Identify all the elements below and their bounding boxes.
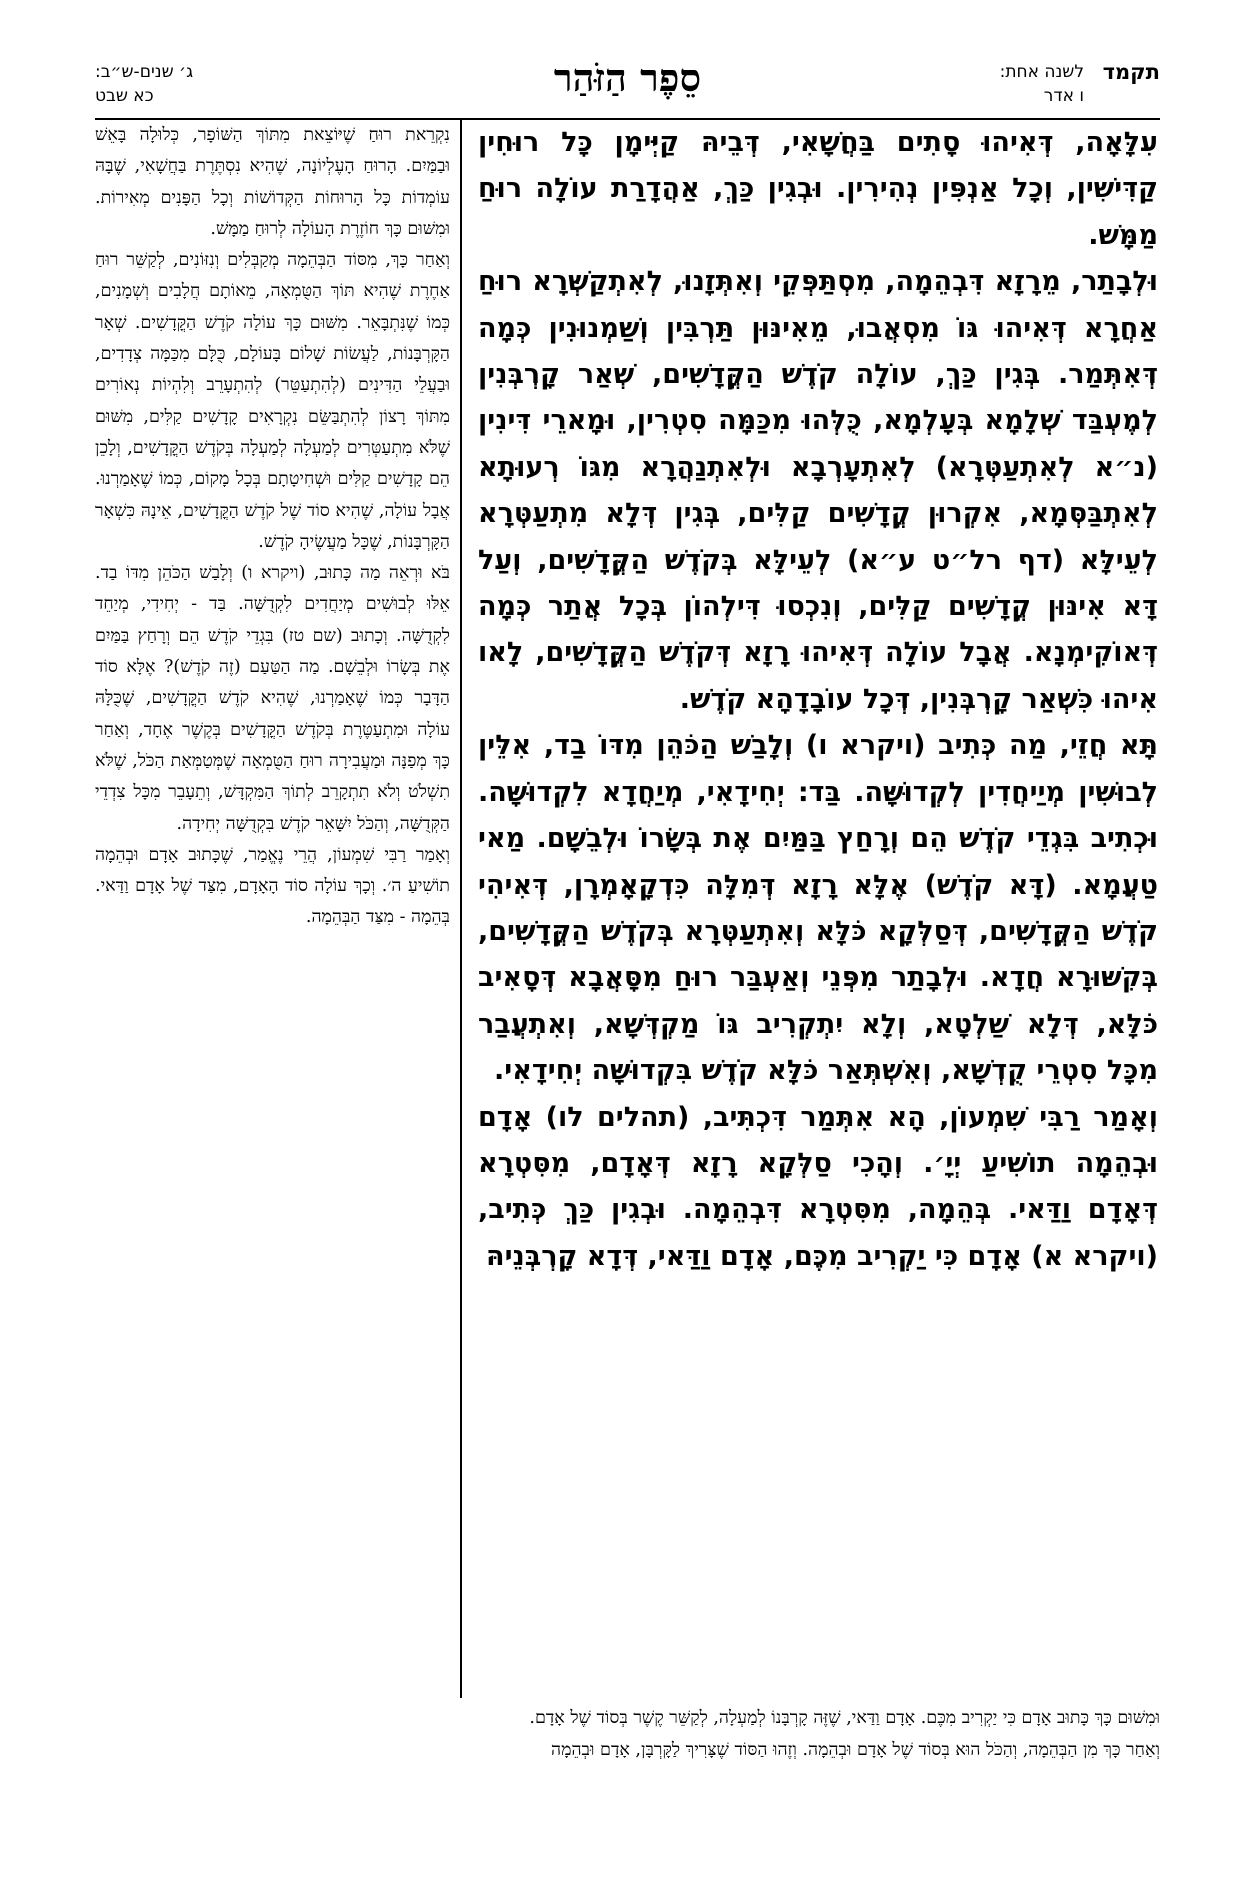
translation-paragraph: בֹּא וּרְאֵה מַה כָּתוּב, (ויקרא ו) וְלָבַשׁ הַכֹּהֵן מִדּוֹ בַד. אֵלּוּ לְבוּשִׁים מְיַחֲדִים לִקְדֻשָּׁה. בַּד - יְחִידִי, מְיַחֵד לִקְדֻשָּׁה. וְכָתוּב (שם טז) בִּגְדֵי קֹדֶשׁ הֵם וְרָחַץ בַּמַּיִם אֶת בְּשָׂרוֹ וּלְבֵשָׁם. מַה הַטַּעַם (זֶה קֹדֶשׁ)? אֶלָּא סוֹד הַדָּבָר כְּמוֹ שֶׁאָמַרְנוּ, שֶׁהִיא קֹדֶשׁ הַקֳּדָשִׁים, שֶׁכֻּלָּהּ עוֹלָה וּמִתְעַטֶּרֶת בְּקֹדֶשׁ הַקֳּדָשִׁים בְּקֶשֶׁר אֶחָד, וְאַחַר כָּךְ מְפַנָּה וּמַעֲבִירָה רוּחַ הַטֻּמְאָה שֶׁמְּטַמְּאַת הַכֹּל, שֶׁלֹּא תִשְׁלֹט וְלֹא תִתְקָרֵב לְתוֹךְ הַמִּקְדָּשׁ, וְתֵעָבֵר מִכָּל צִדְדֵי הַקְּדֻשָּׁה, וְהַכֹּל יִשָּׁאֵר קֹדֶשׁ בִּקְדֻשָּׁה יְחִידָה. — [95, 563, 450, 834]
schedule-line: ג׳ שנים-ש״ב: — [95, 62, 194, 82]
translation-paragraph: וְאָמַר רַבִּי שִׁמְעוֹן, הֲרֵי נֶאֱמַר, שֶׁכָּתוּב אָדָם וּבְהֵמָה תוֹשִׁיעַ ה׳. וְכָךְ עוֹלָה סוֹד הָאָדָם, מִצַּד שֶׁל אָדָם וַדַּאי. בְּהֵמָה - מִצַּד הַבְּהֵמָה. — [95, 844, 450, 928]
page-header — [95, 56, 1160, 116]
translation-paragraph: וְאַחַר כָּךְ, מִסּוֹד הַבְּהֵמָה מְקַבְּלִים וְנִזּוֹנִים, לְקַשֵּׁר רוּחַ אַחֶרֶת שֶׁהִיא תּוֹךְ הַטֻּמְאָה, מֵאוֹתָם חֲלָבִים וְשְׁמָנִים, כְּמוֹ שֶׁנִּתְבָּאֵר. מִשּׁוּם כָּךְ עוֹלָה קֹדֶשׁ הַקֳּדָשִׁים. שְׁאָר הַקָּרְבָּנוֹת, לַעֲשׂוֹת שָׁלוֹם בָּעוֹלָם, כֻּלָּם מִכַּמָּה צְדָדִים, וּבַעֲלֵי הַדִּינִים (לְהִתְעַטֵּר) לְהִתְעָרֵב וְלִהְיוֹת נְאוֹרִים מִתּוֹךְ רָצוֹן לְהִתְבַּשֵּׂם נִקְרָאִים קָדָשִׁים קַלִּים, מִשּׁוּם שֶׁלֹּא מִתְעַטְּרִים לְמַעְלָה לְמַעְלָה בְּקֹדֶשׁ הַקֳּדָשִׁים, וְלָכֵן הֵם קָדָשִׁים קַלִּים וּשְׁחִיטָתָם בְּכָל מָקוֹם, כְּמוֹ שֶׁאָמַרְנוּ. אֲבָל עוֹלָה, שֶׁהִיא סוֹד שֶׁל קֹדֶשׁ הַקֳּדָשִׁים, אֵינָהּ כִּשְׁאָר הַקָּרְבָּנוֹת, שֶׁכָּל מַעֲשֶׂיהָ קֹדֶשׁ. — [95, 250, 450, 552]
schedule-line: לשנה אחת: — [999, 62, 1084, 82]
page-number: תקמד — [1102, 60, 1160, 84]
schedule-date: כא שבט — [95, 86, 154, 106]
main-paragraph: עִלָּאָה, דְּאִיהוּ סָתִים בַּחֲשָׁאִי, דְּבֵיהּ קַיְּימָן כָּל רוּחִין קַדִּישִׁין, וְכָל אַנְפִּין נְהִירִין. וּבְגִין כַּךְ, אַהֲדָרַת עוֹלָה רוּחַ מַמָּשׁ. — [478, 127, 1158, 251]
hebrew-translation-column — [95, 120, 450, 1700]
translation-paragraph: נִקְרֵאת רוּחַ שֶׁיּוֹצֵאת מִתּוֹךְ הַשּׁוֹפָר, כְּלוּלָה בָּאֵשׁ וּבַמַּיִם. הָרוּחַ הָעֶלְיוֹנָה, שֶׁהִיא נִסְתֶּרֶת בַּחֲשָׁאִי, שֶׁבָּהּ עוֹמְדוֹת כָּל הָרוּחוֹת הַקְּדוֹשׁוֹת וְכָל הַפָּנִים מְאִירוֹת. וּמִשּׁוּם כָּךְ חוֹזֶרֶת הָעוֹלָה לְרוּחַ מַמָּשׁ. — [95, 125, 450, 239]
bottom-translation-text — [95, 1702, 1160, 1766]
main-aramaic-column — [478, 120, 1158, 1700]
reading-schedule-three-years — [95, 60, 193, 108]
schedule-date: ו אדר — [1043, 86, 1084, 106]
column-divider — [460, 118, 462, 1698]
main-paragraph: וְאָמַר רַבִּי שִׁמְעוֹן, הָא אִתְּמַר דִּכְתִּיב, (תהלים לו) אָדָם וּבְהֵמָה תוֹשִׁיעַ יְיָ׳. וְהָכִי סַלְּקָא רָזָא דְּאָדָם, מִסִּטְרָא דְּאָדָם וַדַּאי. בְּהֵמָה, מִסִּטְרָא דִּבְהֵמָה. וּבְגִין כַּךְ כְּתִיב, (ויקרא א) אָדָם כִּי יַקְרִיב מִכֶּם, אָדָם וַדַּאי, דְּדָא קָרְבְּנֵיהּ — [478, 1101, 1158, 1272]
main-paragraph: וּלְבָתַר, מֵרָזָא דִּבְהֵמָה, מִסְתַּפְּקֵי וְאִתְּזָנוּ, לְאִתְקַשְּׁרָא רוּחַ אַחֲרָא דְּאִיהוּ גּוֹ מִסְאֲבוּ, מֵאִינּוּן תַּרְבִּין וְשַׁמְנוּנִין כְּמָה דְּאִתְּמַר. בְּגִין כַּךְ, עוֹלָה קֹדֶשׁ הַקֳּדָשִׁים, שְׁאַר קָרְבְּנִין לְמֶעְבַּד שְׁלָמָא בְּעָלְמָא, כֻּלְּהוּ מִכַּמָּה סִטְרִין, וּמָארֵי דִּינִין (נ״א לְאִתְעַטְּרָא) לְאִתְעָרְבָא וּלְאִתְנַהֲרָא מִגּוֹ רְעוּתָא לְאִתְבַּסְּמָא, אִקְרוּן קֳדָשִׁים קַלִּים, בְּגִין דְּלָא מִתְעַטְּרָא לְעֵילָּא (דף רל״ט ע״א) לְעֵילָּא בְּקֹדֶשׁ הַקֳּדָשִׁים, וְעַל דָּא אִינּוּן קֳדָשִׁים קַלִּים, וְנִכְסוּ דִּילְהוֹן בְּכָל אֲתַר כְּמָה דְּאוֹקִימְנָא. אֲבָל עוֹלָה דְּאִיהוּ רָזָא דְּקֹדֶשׁ הַקֳּדָשִׁים, לָאו אִיהוּ כִּשְׁאַר קָרְבְּנִין, דְּכָל עוֹבָדָהָא קֹדֶשׁ. — [478, 266, 1158, 715]
book-title: סֵפֶר הַזֹּהַר — [553, 55, 702, 100]
bottom-line: וּמִשּׁוּם כָּךְ כָּתוּב אָדָם כִּי יַקְרִיב מִכֶּם. אָדָם וַדַּאי, שֶׁזֶּה קָרְבָּנוֹ לְמַעְלָה, לְקַשֵּׁר קֶשֶׁר בְּסוֹד שֶׁל אָדָם. — [529, 1708, 1160, 1728]
main-paragraph: תָּא חֲזֵי, מַה כְּתִיב (ויקרא ו) וְלָבַשׁ הַכֹּהֵן מִדּוֹ בַד, אִלֵּין לְבוּשִׁין מְיַיחֲדִין לְקְדוּשָּׁה. בַּד: יְחִידָאִי, מְיַחֲדָא לִקְדוּשָּׁה. וּכְתִיב בִּגְדֵי קֹדֶשׁ הֵם וְרָחַץ בַּמַּיִם אֶת בְּשָׂרוֹ וּלְבֵשָׁם. מַאי טַעֲמָא. (דָּא קֹדֶשׁ) אֶלָּא רָזָא דְּמִלָּה כִּדְקָאָמְרָן, דְּאִיהִי קֹדֶשׁ הַקֳּדָשִׁים, דְּסַלְּקָא כֹּלָּא וְאִתְעַטְּרָא בְּקֹדֶשׁ הַקֳּדָשִׁים, בְּקִשּׁוּרָא חֲדָא. וּלְבָתַר מִפְּנֵי וְאַעְבַּר רוּחַ מִסָּאֲבָא דְּסָאִיב כֹּלָּא, דְּלָא שַׁלְטָא, וְלָא יִתְקְרִיב גּוֹ מַקְדְּשָׁא, וְאִתְעֲבַר מִכָּל סִטְרֵי קֻדְשָׁא, וְאִשְׁתְּאַר כֹּלָּא קֹדֶשׁ בִּקְדוּשָּׁה יְחִידָאִי. — [478, 730, 1158, 1087]
bottom-line: וְאַחַר כָּךְ מִן הַבְּהֵמָה, וְהַכֹּל הוּא בְּסוֹד שֶׁל אָדָם וּבְהֵמָה. וְזֶהוּ הַסּוֹד שֶׁצָּרִיךְ לַקָּרְבָּן, אָדָם וּבְהֵמָה — [551, 1740, 1160, 1760]
